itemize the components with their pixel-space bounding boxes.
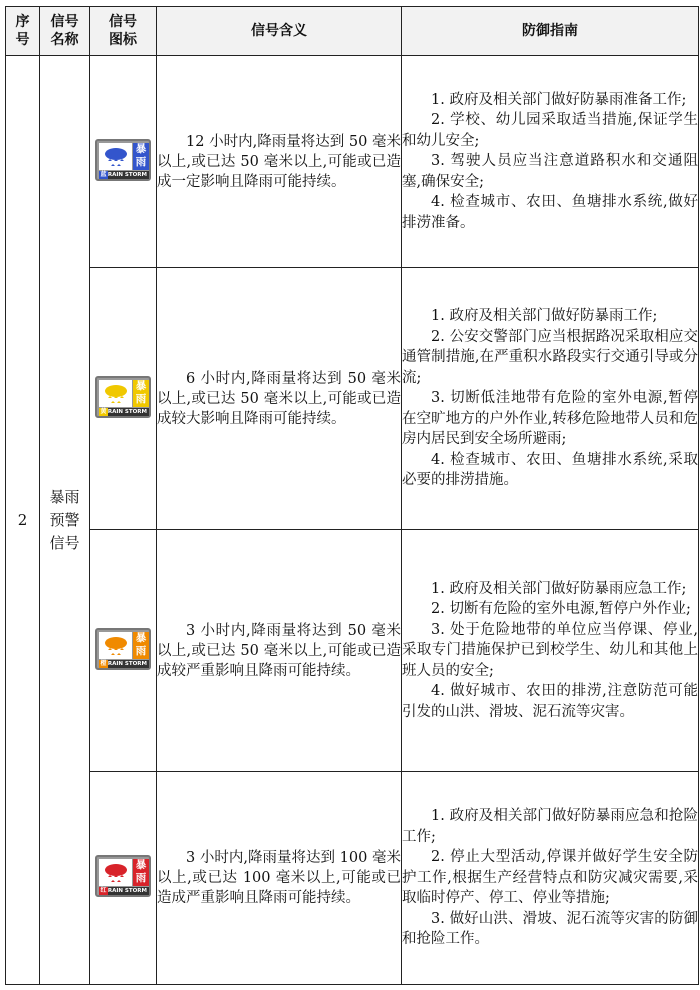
icon-subtitle: RAIN STORM [99, 171, 149, 179]
icon-level: 红 [100, 887, 107, 894]
header-icon-label: 信号图标 [109, 14, 137, 48]
red-rainstorm-signal-icon [95, 855, 151, 897]
defense-guide [402, 772, 699, 985]
table-row [6, 56, 699, 268]
table-row [6, 268, 699, 530]
guide-item: 1. 政府及相关部门做好防暴雨应急工作; [431, 580, 687, 597]
rainstorm-signal-table [5, 6, 699, 985]
icon-cell [90, 530, 157, 772]
guide-item: 4. 检查城市、农田、鱼塘排水系统,做好排涝准备。 [402, 194, 698, 231]
signal-meaning [157, 56, 402, 268]
defense-guide [402, 56, 699, 268]
icon-cell [90, 772, 157, 985]
signal-meaning [157, 530, 402, 772]
icon-subtitle: RAIN STORM [99, 408, 149, 416]
meaning-text: 6 小时内,降雨量将达到 50 毫米以上,或已达 50 毫米以上,可能或已造成较大影响且降雨可能持续。 [157, 370, 401, 427]
meaning-text: 3 小时内,降雨量将达到 50 毫米以上,或已达 50 毫米以上,可能或已造成较严重影响且降雨可能持续。 [157, 622, 401, 679]
icon-cell [90, 268, 157, 530]
icon-level: 橙 [100, 659, 107, 667]
defense-guide [402, 530, 699, 772]
meaning-text: 3 小时内,降雨量将达到 100 毫米以上,或已达 100 毫米以上,可能或已造成严重影响且降雨可能持续。 [157, 850, 401, 906]
guide-item: 2. 停止大型活动,停课并做好学生安全防护工作,根据生产经营特点和防灾减灾需要,采取临时停产、停工、停业等措施; [402, 849, 698, 907]
guide-item: 4. 做好城市、农田的排涝,注意防范可能引发的山洪、滑坡、泥石流等灾害。 [402, 683, 698, 720]
header-name-label: 信号名称 [50, 14, 79, 48]
header-no-label: 序号 [15, 14, 30, 48]
guide-item: 1. 政府及相关部门做好防暴雨工作; [431, 308, 658, 325]
icon-title: 暴雨 [133, 143, 149, 170]
header-no [6, 7, 40, 56]
header-guide: 防御指南 [402, 7, 699, 56]
icon-title: 暴雨 [133, 380, 149, 407]
header-meaning: 信号含义 [157, 7, 402, 56]
orange-rainstorm-signal-icon [95, 628, 151, 670]
guide-item: 3. 驾驶人员应当注意道路积水和交通阻塞,确保安全; [402, 153, 698, 190]
guide-item: 1. 政府及相关部门做好防暴雨准备工作; [431, 91, 687, 108]
icon-level: 蓝 [100, 170, 107, 178]
signal-name [40, 56, 90, 985]
guide-item: 4. 检查城市、农田、鱼塘排水系统,采取必要的排涝措施。 [402, 451, 698, 489]
table-row [6, 772, 699, 985]
header-name [40, 7, 90, 56]
yellow-rainstorm-signal-icon [95, 376, 151, 418]
icon-subtitle: RAIN STORM [99, 660, 149, 668]
signal-name-text: 暴雨预警信号 [49, 487, 80, 552]
meaning-text: 12 小时内,降雨量将达到 50 毫米以上,或已达 50 毫米以上,可能或已造成一定影响且降雨可能持续。 [157, 133, 401, 190]
signal-meaning [157, 772, 402, 985]
defense-guide [402, 268, 699, 530]
guide-item: 3. 处于危险地带的单位应当停课、停业,采取专门措施保护已到校学生、幼儿和其他上班人员的安全; [402, 621, 698, 679]
blue-rainstorm-signal-icon [95, 139, 151, 181]
row-number: 2 [6, 56, 40, 985]
guide-item: 2. 切断有危险的室外电源,暂停户外作业; [431, 601, 691, 618]
signal-meaning [157, 268, 402, 530]
guide-item: 1. 政府及相关部门做好防暴雨应急和抢险工作; [402, 808, 698, 845]
guide-item: 3. 切断低洼地带有危险的室外电源,暂停在空旷地方的户外作业,转移危险地带人员和危房内居民到安全场所避雨; [402, 390, 698, 448]
icon-cell [90, 56, 157, 268]
guide-item: 2. 公安交警部门应当根据路况采取相应交通管制措施,在严重积水路段实行交通引导或分流; [402, 328, 698, 386]
guide-item: 2. 学校、幼儿园采取适当措施,保证学生和幼儿安全; [402, 112, 698, 149]
icon-level: 黄 [100, 407, 107, 415]
icon-title: 暴雨 [133, 859, 149, 886]
icon-title: 暴雨 [133, 632, 149, 659]
guide-item: 3. 做好山洪、滑坡、泥石流等灾害的防御和抢险工作。 [402, 910, 698, 948]
header-icon [90, 7, 157, 56]
table-row [6, 530, 699, 772]
icon-subtitle: RAIN STORM [99, 887, 149, 895]
